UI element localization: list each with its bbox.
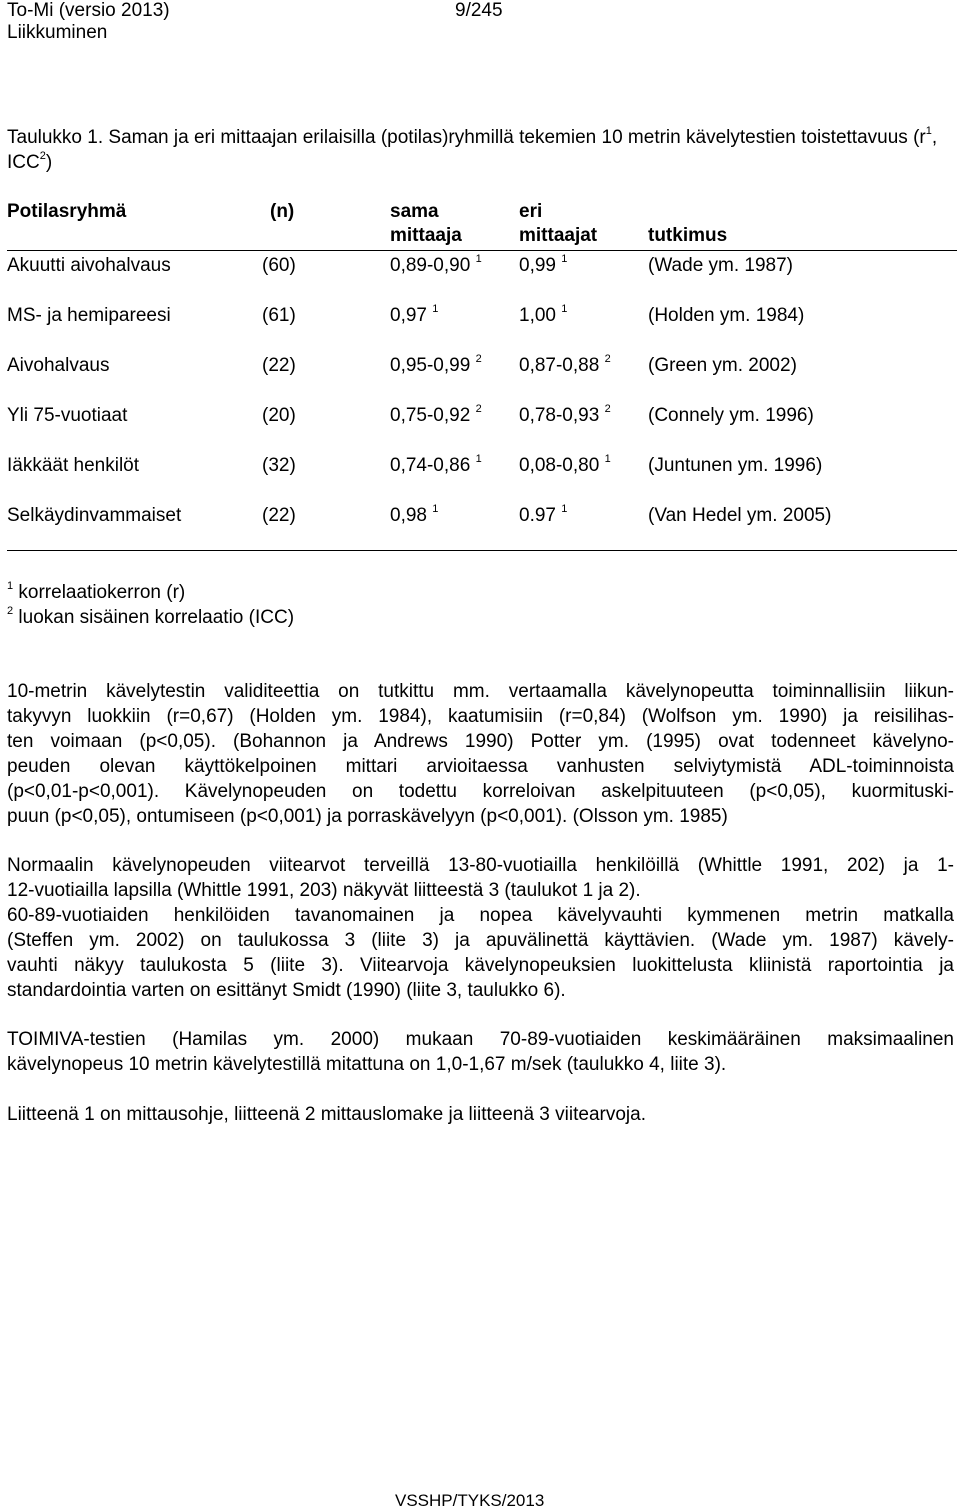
- cell-same: 0,75-0,92 $^2$: [390, 402, 482, 426]
- reliability-table: [7, 198, 957, 552]
- cell-group: MS- ja hemipareesi: [7, 305, 171, 326]
- cell-diff: 1,00 $^1$: [519, 302, 568, 326]
- header-n: (n): [270, 201, 295, 222]
- cell-study: (Connely ym. 1996): [648, 405, 814, 426]
- table-row: [7, 401, 957, 451]
- header-diff-line2: mittaajat: [519, 225, 598, 246]
- cell-diff: 0.97 $^1$: [519, 502, 568, 526]
- table-row: [7, 451, 957, 501]
- cell-group: Selkäydinvammaiset: [7, 505, 182, 526]
- cell-diff: 0,99 $^1$: [519, 252, 568, 276]
- cell-n: (61): [262, 305, 296, 326]
- paragraph-appendices: Liitteenä 1 on mittausohje, liitteenä 2 mittauslomake ja liitteenä 3 viitearvoja.: [7, 1104, 646, 1125]
- table-bottom-rule: [7, 550, 957, 551]
- cell-n: (22): [262, 355, 296, 376]
- header-same-line1: sama: [390, 201, 439, 222]
- cell-n: (32): [262, 455, 296, 476]
- footnote: $^1$ korrelaatiokerron (r): [7, 579, 186, 603]
- cell-group: Iäkkäät henkilöt: [7, 455, 140, 476]
- cell-diff: 0,78-0,93 $^2$: [519, 402, 611, 426]
- section-name: Liikkuminen: [7, 22, 108, 43]
- table-row: [7, 501, 957, 551]
- cell-study: (Wade ym. 1987): [648, 255, 794, 276]
- cell-study: (Holden ym. 1984): [648, 305, 805, 326]
- cell-same: 0,95-0,99 $^2$: [390, 352, 482, 376]
- cell-same: 0,74-0,86 $^1$: [390, 452, 482, 476]
- cell-study: (Juntunen ym. 1996): [648, 455, 823, 476]
- cell-same: 0,97 $^1$: [390, 302, 439, 326]
- document-title: To-Mi (versio 2013): [7, 0, 170, 21]
- cell-n: (22): [262, 505, 296, 526]
- table-row: [7, 251, 957, 301]
- cell-diff: 0,08-0,80 $^1$: [519, 452, 611, 476]
- table-row: [7, 351, 957, 401]
- header-group: Potilasryhmä: [7, 201, 127, 222]
- table-footnotes: [7, 580, 957, 630]
- cell-study: (Green ym. 2002): [648, 355, 797, 376]
- page-number: 9/245: [455, 0, 503, 21]
- paragraph-reference-values: Normaalin kävelynopeuden viitearvot terveillä 13-80-vuotiailla henkilöillä (Whittle 1991, 202) ja 1- 12-vuotiailla lapsilla (Whittle 1991, 203) näkyvät liitteestä 3 (taulukot 1 ja 2). 60-89-vuotiaiden henkilöiden tavanomainen ja nopea kävelyvauhti kymmenen metrin matkalla (Steffen ym. 2002) on taulukossa 3 (liite 3) ja apuvälinettä käyttävien. (Wade ym. 1987) kävely- vauhti näkyy taulukosta 5 (liite 3). Viitearvoja kävelynopeuksien luokittelusta kliinistä raportointia ja standardointia varten on esittänyt Smidt (1990) (liite 3, taulukko 6).: [7, 855, 954, 1001]
- cell-group: Akuutti aivohalvaus: [7, 255, 171, 276]
- cell-same: 0,98 $^1$: [390, 502, 439, 526]
- paragraph-validity: 10-metrin kävelytestin validiteettia on tutkittu mm. vertaamalla kävelynopeutta toiminnallisiin liikun- takyvyn luokkiin (r=0,67) (Holden ym. 1984), kaatumisiin (r=0,84) (Wolfson ym. 1990) ja reisilihas- ten voimaan (p<0,05). (Bohannon ja Andrews 1990) Potter ym. (1995) ovat todenneet kävelyno- peuden olevan käyttökelpoinen mittari arvioitaessa vanhusten selviytymistä ADL-toiminnoista (p<0,01-p<0,001). Kävelynopeuden on todettu korreloivan askelpituuteen (p<0,05), kuormituski- puun (p<0,05), ontumiseen (p<0,001) ja porraskävelyyn (p<0,001). (Olsson ym. 1985): [7, 681, 954, 827]
- header-study: tutkimus: [648, 225, 728, 246]
- cell-n: (60): [262, 255, 296, 276]
- cell-group: Yli 75-vuotiaat: [7, 405, 128, 426]
- paragraph-toimiva: TOIMIVA-testien (Hamilas ym. 2000) mukaan 70-89-vuotiaiden keskimääräinen maksimaalinen kävelynopeus 10 metrin kävelytestillä mitattuna on 1,0-1,67 m/sek (taulukko 4, liite 3).: [7, 1029, 954, 1075]
- table-row: [7, 301, 957, 351]
- cell-diff: 0,87-0,88 $^2$: [519, 352, 611, 376]
- header-same-line2: mittaaja: [390, 225, 462, 246]
- page-header: [7, 0, 170, 44]
- header-diff-line1: eri: [519, 201, 543, 222]
- cell-n: (20): [262, 405, 296, 426]
- footnote: $^2$ luokan sisäinen korrelaatio (ICC): [7, 604, 295, 628]
- cell-same: 0,89-0,90 $^1$: [390, 252, 482, 276]
- cell-group: Aivohalvaus: [7, 355, 110, 376]
- cell-study: (Van Hedel ym. 2005): [648, 505, 832, 526]
- page-footer: VSSHP/TYKS/2013: [395, 1491, 545, 1510]
- table-header: [7, 198, 957, 251]
- table-caption: Taulukko 1. Saman ja eri mittaajan erilaisilla (potilas)ryhmillä tekemien 10 metrin kävelytestien toistettavuus ($r^1$, ICC$^2$): [7, 124, 938, 173]
